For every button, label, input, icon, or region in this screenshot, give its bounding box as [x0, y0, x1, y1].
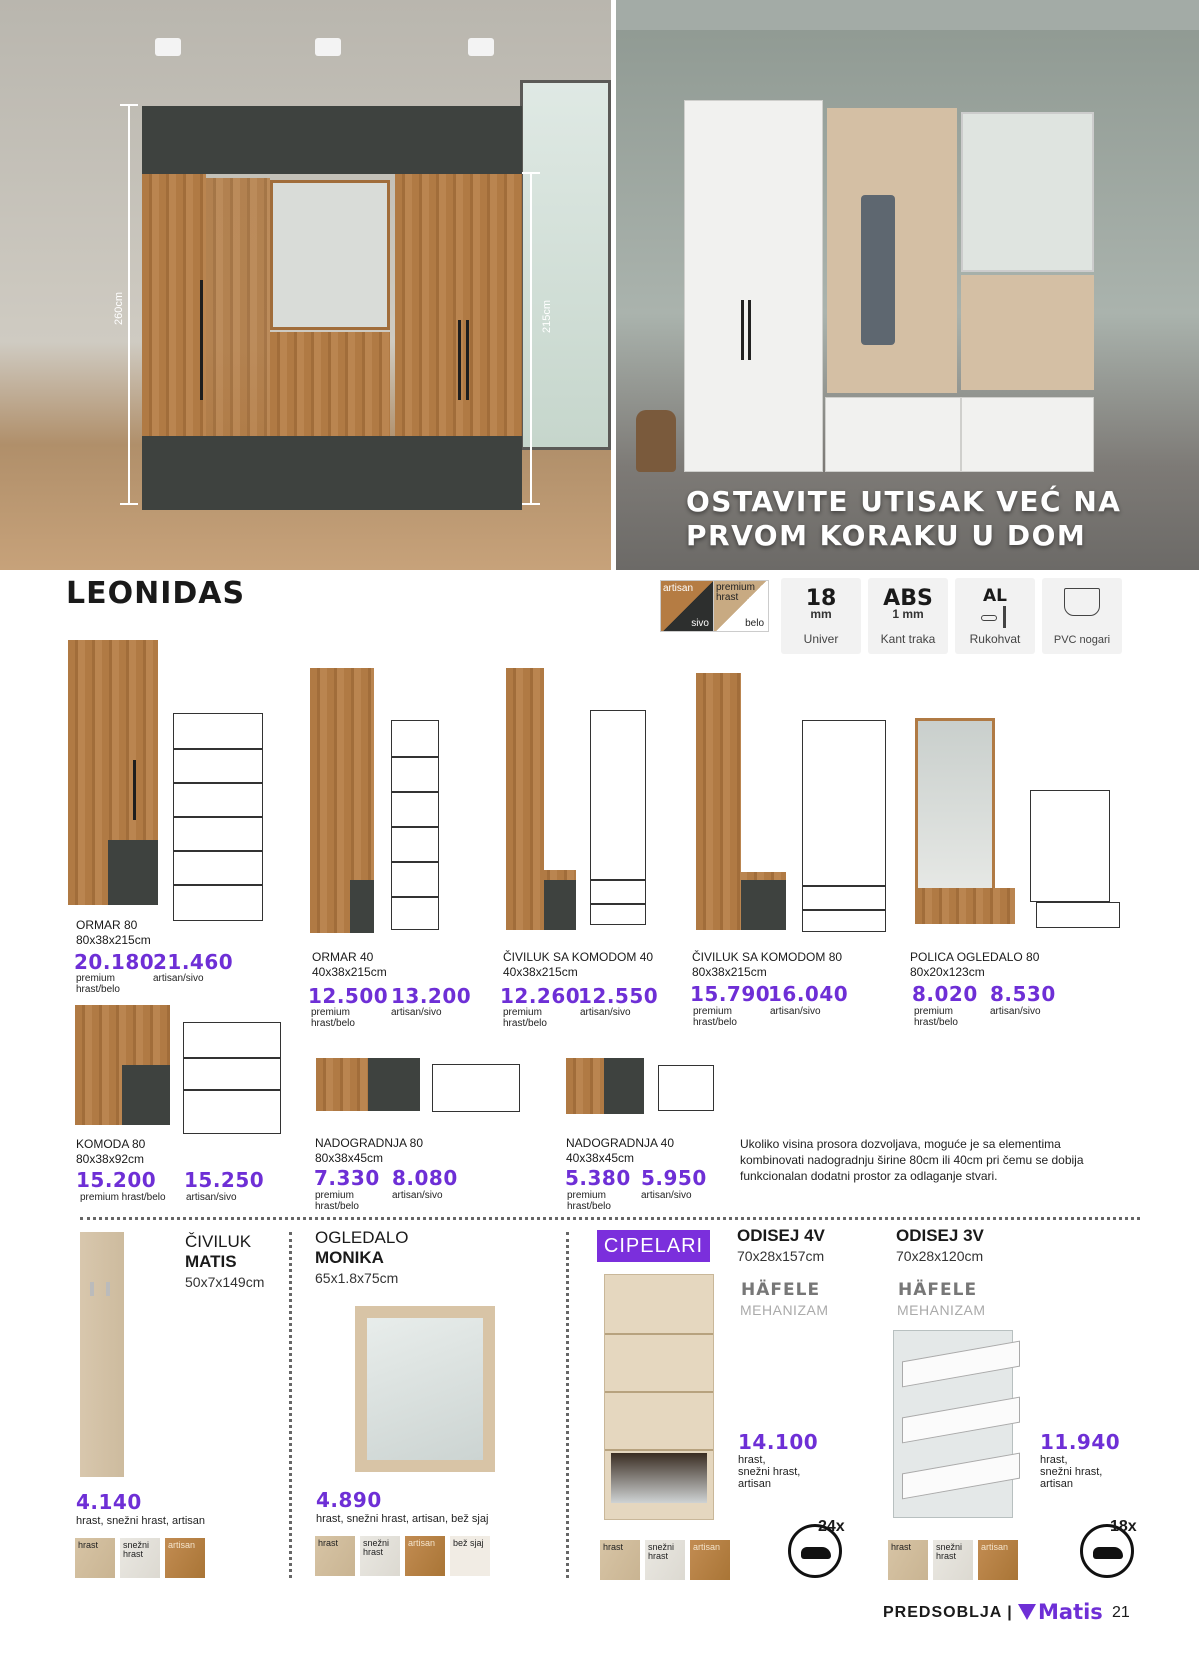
product-image-monika — [355, 1306, 495, 1472]
dresser — [270, 332, 390, 436]
line-drawing-polica — [1030, 790, 1110, 902]
product-image-odisej3 — [893, 1330, 1013, 1518]
product-name: POLICA OGLEDALO 80 80x20x123cm — [910, 950, 1040, 979]
dimension-line — [530, 172, 532, 504]
finish-artisan: artisan — [978, 1540, 1018, 1580]
mirror — [270, 180, 390, 330]
line-drawing-ormar80 — [173, 713, 263, 921]
price-premium: 8.020 — [912, 982, 978, 1006]
price-artisan: 5.950 — [641, 1166, 707, 1190]
line-drawing-nadogradnja80 — [432, 1064, 520, 1112]
pvc-foot-icon — [1064, 588, 1100, 616]
price-odisej3: 11.940 — [1040, 1430, 1121, 1454]
price-odisej4: 14.100 — [738, 1430, 819, 1454]
line-drawing-civiluk40 — [590, 710, 646, 925]
product-image-matis — [80, 1232, 124, 1477]
brand-hafele: HÄFELE — [898, 1280, 978, 1300]
finish-snezni: snežni hrast — [120, 1538, 160, 1578]
price-artisan: 8.080 — [392, 1166, 458, 1190]
bottom-cabinets — [142, 436, 522, 510]
price-premium: 15.200 — [76, 1168, 157, 1192]
handle-icon — [975, 606, 1015, 628]
product-name: NADOGRADNJA 40 40x38x45cm — [566, 1136, 675, 1165]
spec-edge: ABS 1 mm Kant traka — [868, 578, 948, 654]
line-drawing-civiluk80 — [802, 720, 886, 932]
shoe-capacity: 18x — [1110, 1518, 1137, 1535]
finish-snezni: snežni hrast — [645, 1540, 685, 1580]
footer-section: PREDSOBLJA | — [883, 1604, 1013, 1621]
line-drawing-nadogradnja40 — [658, 1065, 714, 1111]
page-number: 21 — [1112, 1604, 1130, 1621]
finish-hrast: hrast — [600, 1540, 640, 1580]
hero-tagline: OSTAVITE UTISAK VEĆ NA PRVOM KORAKU U DOM — [686, 485, 1122, 552]
info-note: Ukoliko visina prosora dozvoljava, moguće je sa elementima kombinovati nadogradnju širine 80cm ili 40cm pri čemu se dobija funkcionalan dodatni prostor za odlaganje stvari. — [740, 1137, 1084, 1183]
line-drawing-komoda — [183, 1022, 281, 1134]
product-name: KOMODA 80 80x38x92cm — [76, 1137, 146, 1166]
product-name: ORMAR 80 80x38x215cm — [76, 918, 151, 947]
hero-photo-left — [0, 0, 611, 570]
price-premium: 12.260 — [500, 984, 581, 1008]
ceiling-lamp — [155, 38, 181, 56]
finish-badge-premium-belo: premium hrast belo — [713, 580, 769, 632]
price-premium: 5.380 — [565, 1166, 631, 1190]
finish-hrast: hrast — [315, 1536, 355, 1576]
dresser — [961, 275, 1094, 390]
finish-artisan: artisan — [165, 1538, 205, 1578]
line-drawing-ormar40 — [391, 720, 439, 930]
price-artisan: 13.200 — [391, 984, 472, 1008]
finish-artisan: artisan — [690, 1540, 730, 1580]
mirror — [961, 112, 1094, 272]
product-name: NADOGRADNJA 80 80x38x45cm — [315, 1136, 424, 1165]
product-name: ČIVILUK SA KOMODOM 40 40x38x215cm — [503, 950, 654, 979]
price-matis: 4.140 — [76, 1490, 142, 1514]
finish-badge-artisan-sivo: artisan sivo — [660, 580, 716, 632]
brand-hafele: HÄFELE — [741, 1280, 821, 1300]
matis-title: ČIVILUK MATIS — [185, 1232, 252, 1271]
price-monika: 4.890 — [316, 1488, 382, 1512]
coat — [861, 195, 895, 345]
finish-snezni: snežni hrast — [360, 1536, 400, 1576]
spec-handle: AL Rukohvat — [955, 578, 1035, 654]
brand-logo: Matis — [1038, 1600, 1103, 1624]
product-name: ORMAR 40 40x38x215cm — [312, 950, 387, 979]
price-premium: 15.790 — [690, 982, 771, 1006]
collection-title: LEONIDAS — [66, 576, 246, 611]
section-divider — [80, 1217, 1140, 1220]
finish-snezni: snežni hrast — [933, 1540, 973, 1580]
dimension-label: 215cm — [541, 299, 553, 333]
price-premium: 7.330 — [314, 1166, 380, 1190]
odisej4-title: ODISEJ 4V — [737, 1226, 825, 1245]
spec-feet: PVC nogari — [1042, 578, 1122, 654]
shoe-capacity: 24x — [818, 1518, 845, 1535]
coat-rack — [206, 178, 270, 436]
finish-artisan: artisan — [405, 1536, 445, 1576]
ceiling-lamp — [315, 38, 341, 56]
vase — [636, 410, 676, 472]
finish-hrast: hrast — [75, 1538, 115, 1578]
price-premium: 12.500 — [308, 984, 389, 1008]
column-divider — [289, 1232, 292, 1578]
spec-thickness: 18 mm Univer — [781, 578, 861, 654]
finish-bez: bež sjaj — [450, 1536, 490, 1576]
ceiling-lamp — [468, 38, 494, 56]
window — [520, 80, 611, 450]
price-artisan: 15.250 — [184, 1168, 265, 1192]
monika-title: OGLEDALO MONIKA — [315, 1228, 409, 1267]
price-artisan: 12.550 — [578, 984, 659, 1008]
product-image-odisej4 — [604, 1274, 714, 1520]
price-artisan: 21.460 — [153, 950, 234, 974]
product-image-polica — [915, 718, 995, 893]
category-tag-cipelari: CIPELARI — [597, 1230, 710, 1262]
dimension-line — [128, 104, 130, 504]
matis-logo-icon — [1018, 1604, 1036, 1620]
product-name: ČIVILUK SA KOMODOM 80 80x38x215cm — [692, 950, 843, 979]
column-divider — [566, 1232, 569, 1578]
white-wardrobe — [684, 100, 823, 472]
price-premium: 20.180 — [74, 950, 155, 974]
hero-photo-right — [616, 0, 1199, 570]
odisej3-title: ODISEJ 3V — [896, 1226, 984, 1245]
dimension-label: 260cm — [113, 291, 125, 325]
price-artisan: 8.530 — [990, 982, 1056, 1006]
price-artisan: 16.040 — [768, 982, 849, 1006]
finish-hrast: hrast — [888, 1540, 928, 1580]
top-cabinets — [142, 106, 522, 174]
wardrobe-left — [142, 174, 206, 436]
